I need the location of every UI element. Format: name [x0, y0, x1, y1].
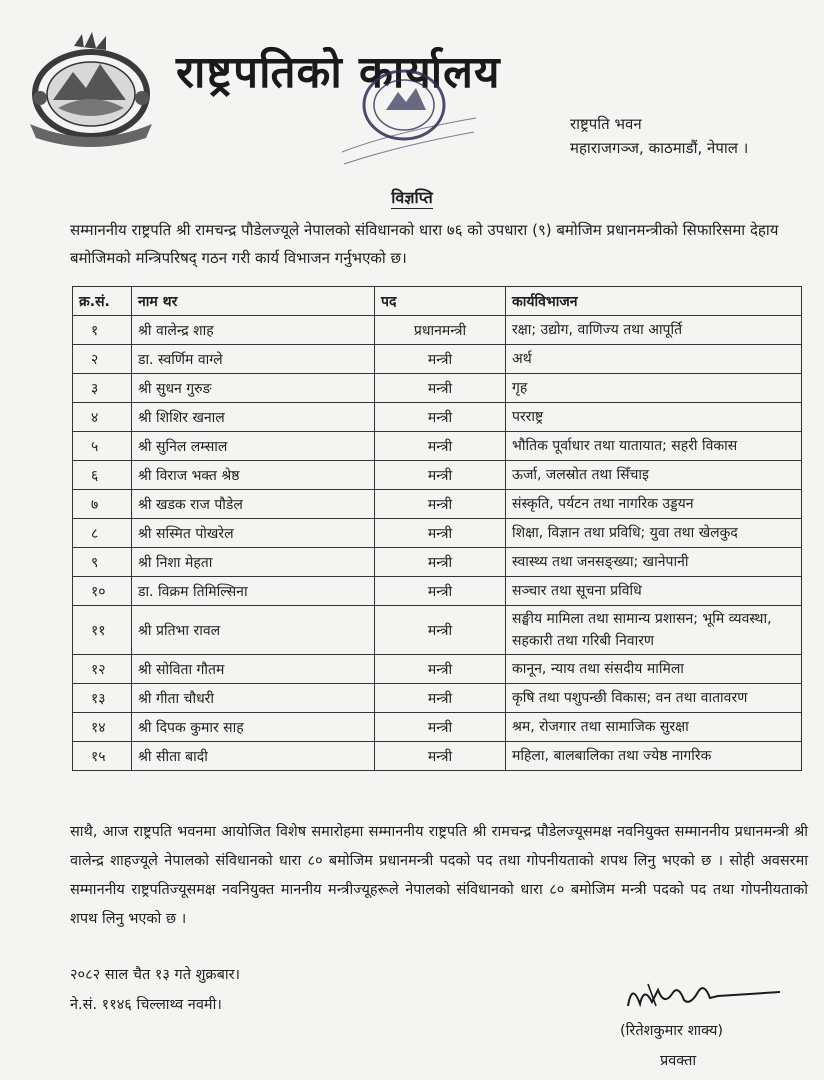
row-portfolio: परराष्ट्र	[506, 403, 802, 432]
address-line-2: महाराजगञ्ज, काठमाडौं, नेपाल ।	[570, 139, 749, 157]
row-name: श्री दिपक कुमार साह	[132, 713, 375, 742]
header-portfolio: कार्यविभाजन	[506, 287, 802, 316]
address-line-1: राष्ट्रपति भवन	[570, 115, 642, 133]
notice-intro: सम्माननीय राष्ट्रपति श्री रामचन्द्र पौडेलज्यूले नेपालको संविधानको धारा ७६ को उपधारा (९) बमोजिम प्रधानमन्त्रीको सिफारिसमा देहाय बमोजिमको मन्त्रिपरिषद् गठन गरी कार्य विभाजन गर्नुभएको छ।	[70, 221, 779, 267]
row-name: श्री सुनिल लम्साल	[132, 432, 375, 461]
header-name: नाम थर	[132, 287, 375, 316]
row-serial: १४	[73, 713, 132, 742]
table-row	[73, 345, 802, 374]
date-line-1: २०८२ साल चैत १३ गते शुक्रबार।	[70, 967, 241, 983]
notice-heading: विज्ञप्ति	[391, 188, 433, 207]
row-name: डा. विक्रम तिमिल्सिना	[132, 577, 375, 606]
row-position: मन्त्री	[375, 606, 506, 655]
row-serial: ८	[73, 519, 132, 548]
row-position: मन्त्री	[375, 742, 506, 771]
row-serial: ९	[73, 548, 132, 577]
row-serial: ४	[73, 403, 132, 432]
row-position: प्रधानमन्त्री	[375, 316, 506, 345]
row-portfolio: सञ्चार तथा सूचना प्रविधि	[506, 577, 802, 606]
table-row	[73, 684, 802, 713]
official-stamp-icon	[334, 60, 484, 170]
table-header-row	[73, 287, 802, 316]
header-serial: क्र.सं.	[73, 287, 132, 316]
row-serial: ३	[73, 374, 132, 403]
row-portfolio: कानून, न्याय तथा संसदीय मामिला	[506, 655, 802, 684]
row-serial: ११	[73, 606, 132, 655]
row-serial: ७	[73, 490, 132, 519]
row-name: श्री प्रतिभा रावल	[132, 606, 375, 655]
row-position: मन्त्री	[375, 519, 506, 548]
row-portfolio: महिला, बालबालिका तथा ज्येष्ठ नागरिक	[506, 742, 802, 771]
table-row	[73, 432, 802, 461]
row-name: श्री शिशिर खनाल	[132, 403, 375, 432]
row-position: मन्त्री	[375, 374, 506, 403]
row-name: श्री सुधन गुरुङ	[132, 374, 375, 403]
table-row	[73, 742, 802, 771]
row-portfolio: सङ्घीय मामिला तथा सामान्य प्रशासन; भूमि व्यवस्था, सहकारी तथा गरिबी निवारण	[506, 606, 802, 655]
row-position: मन्त्री	[375, 548, 506, 577]
row-serial: १२	[73, 655, 132, 684]
closing-paragraph: साथै, आज राष्ट्रपति भवनमा आयोजित विशेष समारोहमा सम्माननीय राष्ट्रपति श्री रामचन्द्र पौडेलज्यूसमक्ष नवनियुक्त सम्माननीय प्रधानमन्त्री श्री वालेन्द्र शाहज्यूले नेपालको संविधानको धारा ८० बमोजिम प्रधानमन्त्री पदको पद तथा गोपनीयताको शपथ लिनु भएको छ । सोही अवसरमा सम्माननीय राष्ट्रपतिज्यूसमक्ष नवनियुक्त माननीय मन्त्रीज्यूहरूले नेपालको संविधानको धारा ८० बमोजिम मन्त्री पदको पद तथा गोपनीयताको शपथ लिनु भएको छ ।	[70, 824, 808, 927]
header-position: पद	[375, 287, 506, 316]
row-serial: १३	[73, 684, 132, 713]
table-row	[73, 655, 802, 684]
nepal-emblem-icon	[18, 28, 164, 148]
row-name: श्री वालेन्द्र शाह	[132, 316, 375, 345]
row-name: श्री सोविता गौतम	[132, 655, 375, 684]
row-serial: ५	[73, 432, 132, 461]
row-portfolio: संस्कृति, पर्यटन तथा नागरिक उड्डयन	[506, 490, 802, 519]
row-portfolio: शिक्षा, विज्ञान तथा प्रविधि; युवा तथा खेलकुद	[506, 519, 802, 548]
table-row	[73, 713, 802, 742]
row-portfolio: श्रम, रोजगार तथा सामाजिक सुरक्षा	[506, 713, 802, 742]
table-row	[73, 461, 802, 490]
row-position: मन्त्री	[375, 432, 506, 461]
row-position: मन्त्री	[375, 345, 506, 374]
row-position: मन्त्री	[375, 713, 506, 742]
council-table	[72, 286, 802, 771]
table-row	[73, 519, 802, 548]
row-serial: ६	[73, 461, 132, 490]
office-title: राष्ट्रपतिको कार्यालय	[176, 47, 501, 98]
row-name: श्री गीता चौधरी	[132, 684, 375, 713]
office-address	[570, 112, 748, 160]
row-portfolio: स्वास्थ्य तथा जनसङ्ख्या; खानेपानी	[506, 548, 802, 577]
row-name: श्री सस्मित पोखरेल	[132, 519, 375, 548]
row-name: श्री खडक राज पौडेल	[132, 490, 375, 519]
row-portfolio: अर्थ	[506, 345, 802, 374]
row-name: डा. स्वर्णिम वाग्ले	[132, 345, 375, 374]
row-position: मन्त्री	[375, 490, 506, 519]
row-serial: १	[73, 316, 132, 345]
signature-icon	[618, 976, 788, 1018]
row-serial: १५	[73, 742, 132, 771]
row-name: श्री विराज भक्त श्रेष्ठ	[132, 461, 375, 490]
row-position: मन्त्री	[375, 461, 506, 490]
table-row	[73, 316, 802, 345]
date-line-2: ने.सं. ११४६ चिल्लाथ्व नवमी।	[70, 997, 222, 1013]
row-name: श्री सीता बादी	[132, 742, 375, 771]
table-row	[73, 490, 802, 519]
row-name: श्री निशा मेहता	[132, 548, 375, 577]
row-portfolio: गृह	[506, 374, 802, 403]
row-portfolio: कृषि तथा पशुपन्छी विकास; वन तथा वातावरण	[506, 684, 802, 713]
row-serial: १०	[73, 577, 132, 606]
row-portfolio: भौतिक पूर्वाधार तथा यातायात; सहरी विकास	[506, 432, 802, 461]
table-row	[73, 606, 802, 655]
row-portfolio: रक्षा; उद्योग, वाणिज्य तथा आपूर्ति	[506, 316, 802, 345]
date-block	[70, 960, 240, 1020]
row-position: मन्त्री	[375, 655, 506, 684]
table-row	[73, 577, 802, 606]
signer-role: प्रवक्ता	[660, 1053, 697, 1069]
table-row	[73, 374, 802, 403]
table-row	[73, 548, 802, 577]
row-position: मन्त्री	[375, 403, 506, 432]
signer-name: (रितेशकुमार शाक्य)	[620, 1023, 724, 1039]
table-row	[73, 403, 802, 432]
row-position: मन्त्री	[375, 684, 506, 713]
row-portfolio: ऊर्जा, जलस्रोत तथा सिँचाइ	[506, 461, 802, 490]
row-serial: २	[73, 345, 132, 374]
row-position: मन्त्री	[375, 577, 506, 606]
